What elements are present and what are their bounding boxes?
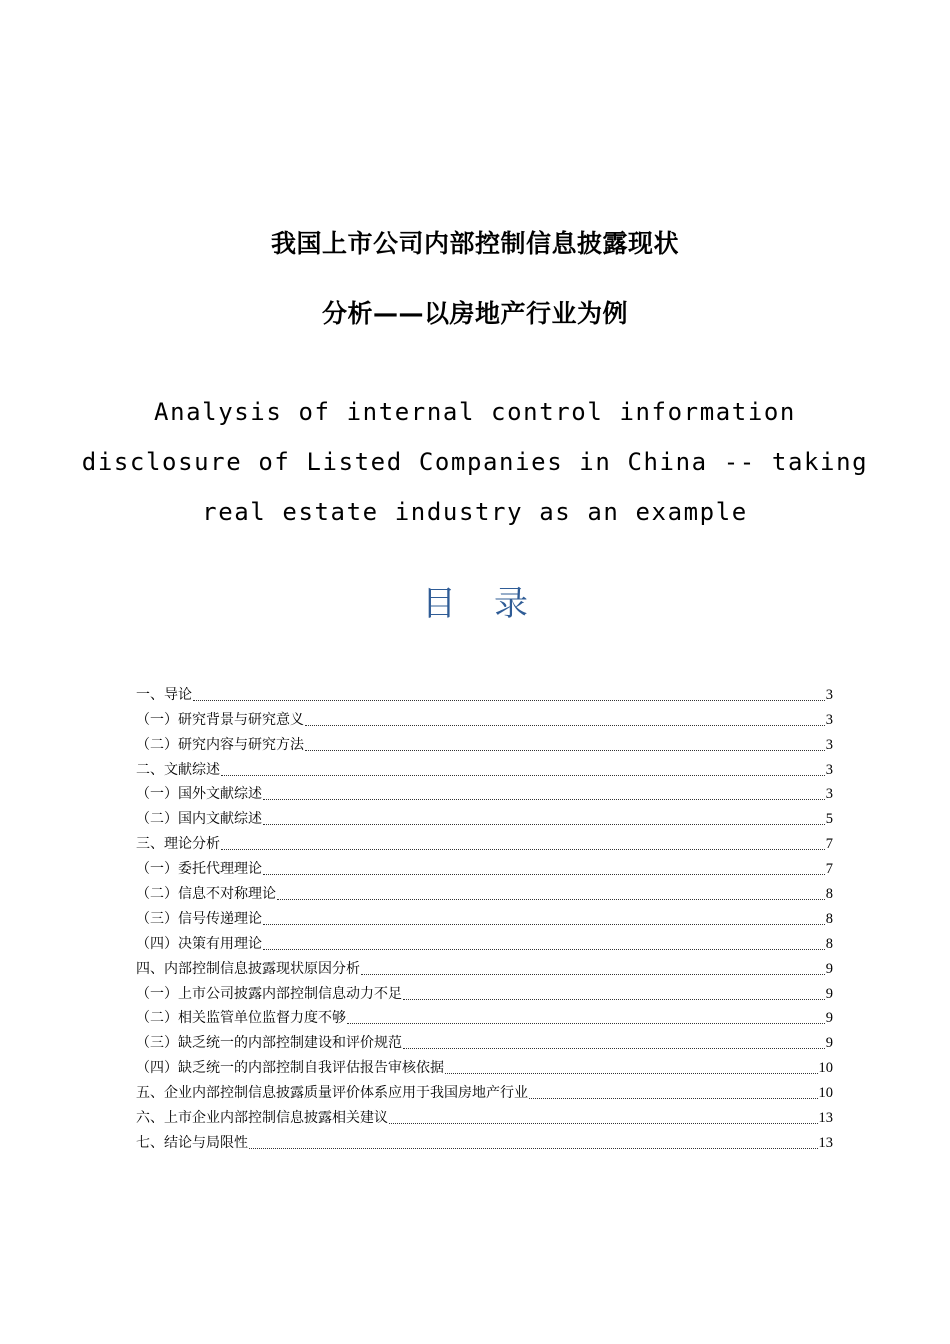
toc-dot-leader bbox=[263, 924, 825, 925]
toc-entry-label: （二）相关监管单位监督力度不够 bbox=[136, 1010, 346, 1027]
toc-entry[interactable] bbox=[136, 929, 833, 954]
toc-entry-label: （四）决策有用理论 bbox=[136, 935, 262, 952]
toc-entry-page-number: 13 bbox=[818, 1134, 833, 1151]
toc-entry-page-number: 9 bbox=[825, 985, 833, 1002]
toc-dot-leader bbox=[361, 974, 825, 975]
toc-dot-leader bbox=[305, 750, 825, 751]
toc-entry[interactable] bbox=[136, 804, 833, 829]
toc-entry-page-number: 3 bbox=[825, 786, 833, 803]
toc-entry[interactable] bbox=[136, 1128, 833, 1153]
toc-entry-page-number: 8 bbox=[825, 886, 833, 903]
chinese-title-line-2: 分析——以房地产行业为例 bbox=[321, 299, 628, 328]
toc-entry-page-number: 8 bbox=[825, 910, 833, 927]
toc-dot-leader bbox=[263, 874, 825, 875]
toc-entry[interactable] bbox=[136, 755, 833, 780]
toc-entry[interactable] bbox=[136, 1028, 833, 1053]
toc-dot-leader bbox=[221, 849, 825, 850]
toc-dot-leader bbox=[263, 824, 825, 825]
toc-entry-page-number: 9 bbox=[825, 960, 833, 977]
toc-entry[interactable] bbox=[136, 705, 833, 730]
toc-dot-leader bbox=[221, 775, 825, 776]
toc-entry-page-number: 7 bbox=[825, 836, 833, 853]
toc-dot-leader bbox=[347, 1023, 825, 1024]
toc-entry-page-number: 5 bbox=[825, 811, 833, 828]
toc-entry[interactable] bbox=[136, 1103, 833, 1128]
toc-dot-leader bbox=[277, 899, 825, 900]
toc-entry-label: 二、文献综述 bbox=[136, 761, 220, 778]
toc-entry-label: 七、结论与局限性 bbox=[136, 1134, 248, 1151]
toc-entry-label: 五、企业内部控制信息披露质量评价体系应用于我国房地产行业 bbox=[136, 1085, 528, 1102]
toc-entry-label: （二）研究内容与研究方法 bbox=[136, 736, 304, 753]
toc-dot-leader bbox=[389, 1123, 818, 1124]
toc-entry-page-number: 8 bbox=[825, 935, 833, 952]
toc-entry-label: 一、导论 bbox=[136, 686, 192, 703]
toc-entry-label: （一）委托代理理论 bbox=[136, 861, 262, 878]
toc-entry[interactable] bbox=[136, 780, 833, 805]
toc-entry-page-number: 13 bbox=[818, 1110, 833, 1127]
toc-entry-page-number: 7 bbox=[825, 861, 833, 878]
toc-dot-leader bbox=[249, 1148, 818, 1149]
toc-entry[interactable] bbox=[136, 829, 833, 854]
toc-dot-leader bbox=[403, 1048, 825, 1049]
toc-entry-label: （三）缺乏统一的内部控制建设和评价规范 bbox=[136, 1035, 402, 1052]
toc-entry-page-number: 3 bbox=[825, 761, 833, 778]
toc-entry[interactable] bbox=[136, 854, 833, 879]
toc-entry-label: 四、内部控制信息披露现状原因分析 bbox=[136, 960, 360, 977]
table-of-contents bbox=[136, 680, 833, 1153]
toc-entry-page-number: 10 bbox=[818, 1060, 833, 1077]
toc-entry-label: （三）信号传递理论 bbox=[136, 910, 262, 927]
toc-entry-label: （二）信息不对称理论 bbox=[136, 886, 276, 903]
toc-dot-leader bbox=[403, 999, 825, 1000]
toc-entry-page-number: 3 bbox=[825, 736, 833, 753]
toc-entry[interactable] bbox=[136, 1004, 833, 1029]
toc-entry[interactable] bbox=[136, 1053, 833, 1078]
toc-entry-label: （一）上市公司披露内部控制信息动力不足 bbox=[136, 985, 402, 1002]
toc-entry-page-number: 10 bbox=[818, 1085, 833, 1102]
toc-entry-label: （二）国内文献综述 bbox=[136, 811, 262, 828]
toc-dot-leader bbox=[263, 799, 825, 800]
toc-entry-page-number: 3 bbox=[825, 686, 833, 703]
toc-entry-page-number: 3 bbox=[825, 711, 833, 728]
toc-entry-page-number: 9 bbox=[825, 1010, 833, 1027]
english-title-line-2: disclosure of Listed Companies in China -- taking bbox=[81, 448, 869, 476]
toc-entry[interactable] bbox=[136, 730, 833, 755]
toc-dot-leader bbox=[529, 1098, 818, 1099]
toc-entry-label: 六、上市企业内部控制信息披露相关建议 bbox=[136, 1110, 388, 1127]
toc-entry[interactable] bbox=[136, 954, 833, 979]
toc-entry-label: （四）缺乏统一的内部控制自我评估报告审核依据 bbox=[136, 1060, 444, 1077]
toc-entry-label: （一）研究背景与研究意义 bbox=[136, 711, 304, 728]
toc-dot-leader bbox=[193, 700, 825, 701]
chinese-title-line-1: 我国上市公司内部控制信息披露现状 bbox=[270, 229, 679, 258]
toc-entry[interactable] bbox=[136, 680, 833, 705]
toc-heading: 目录 bbox=[422, 584, 566, 624]
toc-entry-label: （一）国外文献综述 bbox=[136, 786, 262, 803]
toc-dot-leader bbox=[445, 1073, 818, 1074]
toc-entry[interactable] bbox=[136, 1078, 833, 1103]
english-title-line-3: real estate industry as an example bbox=[202, 498, 748, 526]
toc-entry[interactable] bbox=[136, 979, 833, 1004]
english-title-line-1: Analysis of internal control information bbox=[154, 398, 796, 426]
toc-entry-label: 三、理论分析 bbox=[136, 836, 220, 853]
toc-dot-leader bbox=[263, 949, 825, 950]
toc-entry[interactable] bbox=[136, 879, 833, 904]
toc-entry[interactable] bbox=[136, 904, 833, 929]
toc-entry-page-number: 9 bbox=[825, 1035, 833, 1052]
toc-dot-leader bbox=[305, 725, 825, 726]
